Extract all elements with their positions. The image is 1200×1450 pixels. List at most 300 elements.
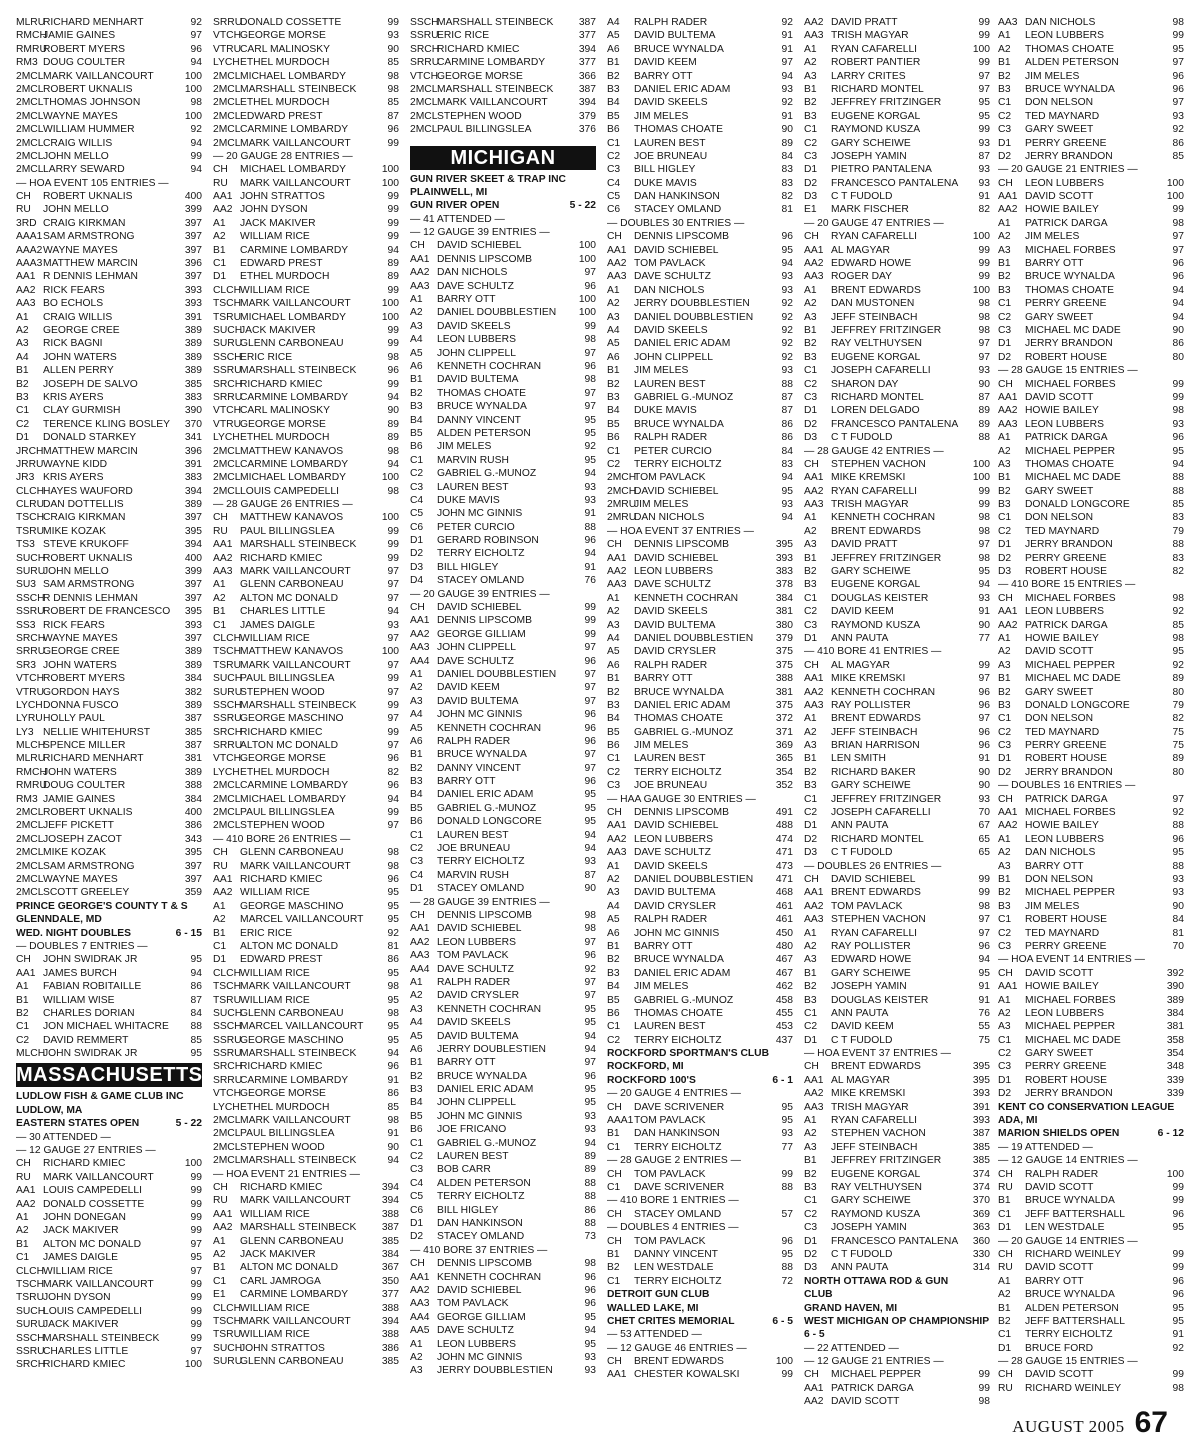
- event-header: — HOA EVENT 14 ENTRIES —: [998, 954, 1145, 966]
- result-row: [16, 163, 202, 176]
- shooter-name: STACEY OMLAND: [437, 883, 525, 895]
- class-code: SUCH: [16, 552, 46, 564]
- result-row: [410, 306, 596, 319]
- class-code: VTCH: [410, 70, 439, 82]
- result-row: [998, 672, 1184, 685]
- shooter-name: EUGENE KORGAL: [831, 579, 921, 591]
- class-code: B2: [607, 1262, 620, 1274]
- result-row: [16, 471, 202, 484]
- shooter-name: DAVID SCOTT: [1025, 1181, 1094, 1193]
- shooter-name: STEPHEN VACHON: [831, 458, 926, 470]
- shooter-name: JOHN WATERS: [43, 766, 117, 778]
- score: 95: [584, 454, 596, 466]
- class-code: VTCH: [213, 753, 242, 765]
- shooter-name: GLENN CARBONEAU: [240, 1007, 344, 1019]
- class-code: A3: [410, 320, 423, 332]
- result-row: [213, 927, 399, 940]
- result-row: [607, 699, 793, 712]
- class-code: A1: [16, 311, 29, 323]
- shooter-name: MICHAEL LOMBARDY: [240, 793, 347, 805]
- result-row: [998, 659, 1184, 672]
- class-code: C3: [998, 1061, 1012, 1073]
- result-row: [213, 1034, 399, 1047]
- result-row: [607, 110, 793, 123]
- event-header: — 12 GAUGE 21 ENTRIES —: [804, 1356, 944, 1368]
- shooter-name: DAVID SCOTT: [1025, 1262, 1094, 1274]
- class-code: 2MCL: [213, 793, 241, 805]
- shooter-name: JOE BRUNEAU: [634, 780, 708, 792]
- score: 96: [387, 1061, 399, 1073]
- shooter-name: ROGER DAY: [831, 271, 893, 283]
- class-code: A5: [607, 646, 620, 658]
- score: 96: [584, 709, 596, 721]
- shooter-name: ERIC RICE: [240, 927, 293, 939]
- shooter-name: JERRY DOUBLESTIEN: [437, 1043, 546, 1055]
- class-code: A1: [410, 294, 423, 306]
- result-row: [213, 619, 399, 632]
- result-row: [998, 404, 1184, 417]
- shooter-name: JERRY DOUBBLESTIEN: [437, 1365, 553, 1377]
- score: 467: [775, 954, 793, 966]
- shooter-name: PAUL BILLINGSLEA: [240, 525, 335, 537]
- score: 95: [781, 244, 793, 256]
- shooter-name: PETER CURCIO: [634, 445, 712, 457]
- class-code: 2MCL: [16, 164, 44, 176]
- result-row: [213, 712, 399, 725]
- result-row: [998, 1074, 1184, 1087]
- class-code: A3: [607, 619, 620, 631]
- result-row: [16, 726, 202, 739]
- shooter-name: SAM ARMSTRONG: [43, 579, 135, 591]
- score: 96: [1172, 833, 1184, 845]
- shooter-name: LAUREN BEST: [634, 137, 706, 149]
- shooter-name: JOHN MC GINNIS: [634, 927, 720, 939]
- result-row: [16, 431, 202, 444]
- score: 88: [584, 1177, 596, 1189]
- score: 388: [381, 1302, 399, 1314]
- class-code: TS3: [16, 539, 35, 551]
- class-code: A2: [804, 298, 817, 310]
- result-row: [804, 552, 990, 565]
- class-code: CLCH: [16, 1265, 45, 1277]
- score: 97: [190, 1345, 202, 1357]
- class-code: A6: [607, 659, 620, 671]
- score: 97: [1172, 231, 1184, 243]
- shooter-name: DAVID SCHIEBEL: [437, 1284, 522, 1296]
- result-row: [410, 56, 596, 69]
- score: 93: [978, 592, 990, 604]
- class-code: 2MCH: [607, 472, 637, 484]
- shooter-name: DENNIS LIPSCOMB: [634, 539, 729, 551]
- result-row: [804, 793, 990, 806]
- result-row: [410, 788, 596, 801]
- shooter-name: CARMINE LOMBARDY: [240, 391, 349, 403]
- score: 98: [387, 860, 399, 872]
- class-code: CH: [804, 659, 819, 671]
- class-code: AA2: [607, 566, 627, 578]
- result-row: [410, 1190, 596, 1203]
- class-code: AA2: [16, 284, 36, 296]
- score: 93: [584, 481, 596, 493]
- shooter-name: DANIEL DOUBBLESTIEN: [634, 632, 754, 644]
- class-code: 2MCL: [213, 1155, 241, 1167]
- score: 99: [978, 887, 990, 899]
- class-code: RM3: [16, 57, 38, 69]
- score: 96: [584, 535, 596, 547]
- result-row: [213, 632, 399, 645]
- score: 370: [184, 418, 202, 430]
- score: 97: [190, 30, 202, 42]
- shooter-name: RICHARD MONTEL: [831, 391, 924, 403]
- class-code: SSCH: [213, 351, 242, 363]
- score: 92: [1172, 807, 1184, 819]
- result-row: [213, 873, 399, 886]
- class-code: AA2: [998, 820, 1018, 832]
- result-row: [607, 873, 793, 886]
- class-code: SU3: [16, 579, 37, 591]
- class-code: C2: [607, 766, 621, 778]
- result-row: [213, 913, 399, 926]
- score: 93: [584, 1351, 596, 1363]
- shooter-name: HOLLY PAUL: [43, 713, 105, 725]
- class-code: A4: [607, 900, 620, 912]
- score: 397: [184, 874, 202, 885]
- class-code: B3: [998, 284, 1011, 296]
- class-code: CH: [998, 1369, 1013, 1381]
- result-row: [16, 29, 202, 42]
- class-code: B2: [804, 766, 817, 778]
- result-row: [213, 1328, 399, 1341]
- result-row: [213, 793, 399, 806]
- result-row: [998, 110, 1184, 123]
- shooter-name: RAY VELTHUYSEN: [831, 1181, 922, 1193]
- result-row: [410, 614, 596, 627]
- result-row: [16, 311, 202, 324]
- result-row: [998, 56, 1184, 69]
- result-row: [16, 244, 202, 257]
- score: 94: [387, 793, 399, 805]
- class-code: A3: [804, 1141, 817, 1153]
- result-row: [16, 351, 202, 364]
- class-code: B2: [410, 1070, 423, 1082]
- class-code: C1: [607, 1021, 621, 1033]
- result-row: [804, 967, 990, 980]
- score: 99: [387, 699, 399, 711]
- shooter-name: RALPH RADER: [437, 976, 511, 988]
- result-row: [998, 123, 1184, 136]
- shooter-name: CARMINE LOMBARDY: [240, 244, 349, 256]
- shooter-name: ROBERT UKNALIS: [43, 807, 133, 819]
- result-row: [410, 454, 596, 467]
- class-code: SRCH: [16, 1359, 46, 1371]
- result-row: [998, 873, 1184, 886]
- class-code: A4: [16, 351, 29, 363]
- shooter-name: RICHARD KMIEC: [43, 1158, 126, 1170]
- shooter-name: JOHN DYSON: [43, 1292, 111, 1304]
- class-code: CH: [410, 1258, 425, 1270]
- shooter-name: JOSEPH CAFARELLI: [831, 365, 931, 377]
- shooter-name: TERRY EICHOLTZ: [437, 1191, 525, 1203]
- shooter-name: BARRY OTT: [437, 1057, 496, 1069]
- result-row: [410, 387, 596, 400]
- result-row: [804, 806, 990, 819]
- result-row: [410, 1284, 596, 1297]
- shooter-name: FRANCESCO PANTALENA: [831, 177, 959, 189]
- score: 85: [1172, 499, 1184, 511]
- class-code: TSCH: [16, 512, 45, 524]
- shooter-name: ROBERT HOUSE: [1025, 1074, 1108, 1086]
- score: 375: [775, 659, 793, 671]
- result-row: [998, 1007, 1184, 1020]
- class-code: B5: [410, 802, 423, 814]
- class-code: CH: [998, 1168, 1013, 1180]
- class-code: A1: [607, 284, 620, 296]
- shooter-name: DONALD COSSETTE: [43, 1198, 145, 1210]
- result-row: [998, 217, 1184, 230]
- score: 75: [1172, 740, 1184, 752]
- result-row: [16, 552, 202, 565]
- result-row: [213, 177, 399, 190]
- result-row: [804, 56, 990, 69]
- score: 92: [781, 97, 793, 109]
- shooter-name: ETHEL MURDOCH: [240, 271, 330, 283]
- shooter-name: RICHARD KMIEC: [240, 378, 323, 390]
- shooter-name: MICHAEL MC DADE: [1025, 673, 1121, 685]
- shooter-name: GARY SWEET: [1025, 311, 1094, 323]
- shooter-name: JEFFREY FRITZINGER: [831, 552, 942, 564]
- result-row: [16, 967, 202, 980]
- score: 98: [978, 298, 990, 310]
- score: 94: [1172, 458, 1184, 470]
- class-code: C2: [607, 150, 621, 162]
- class-code: A6: [607, 927, 620, 939]
- shooter-name: TOM PAVLACK: [634, 258, 706, 270]
- shooter-name: MARK VAILLANCOURT: [240, 298, 351, 310]
- result-row: [213, 1007, 399, 1020]
- result-row: [410, 123, 596, 136]
- shooter-name: GEORGE GILLIAM: [437, 628, 526, 640]
- class-code: A3: [804, 954, 817, 966]
- shooter-name: BRENT EDWARDS: [831, 887, 921, 899]
- result-row: [213, 1194, 399, 1207]
- score: 94: [781, 512, 793, 524]
- shooter-name: JOE BRUNEAU: [634, 150, 708, 162]
- class-code: A3: [607, 311, 620, 323]
- class-code: SRCH: [16, 632, 46, 644]
- shooter-name: DAVID SCHIEBEL: [437, 602, 522, 614]
- shooter-name: DONALD LONGCORE: [1025, 699, 1130, 711]
- shooter-name: MARSHALL STEINBECK: [240, 699, 357, 711]
- score: 91: [781, 110, 793, 122]
- result-row: [213, 1355, 399, 1368]
- shooter-name: DAVID KEEM: [437, 682, 500, 694]
- shooter-name: MICHAEL FORBES: [1025, 244, 1116, 256]
- shooter-name: CRAIG WILLIS: [43, 311, 113, 323]
- shooter-name: BRUCE WYNALDA: [634, 43, 724, 55]
- shooter-name: WILLIAM RICE: [240, 632, 310, 644]
- result-row: [16, 752, 202, 765]
- class-code: B6: [607, 124, 620, 136]
- shooter-name: DON NELSON: [1025, 874, 1094, 885]
- result-row: [607, 752, 793, 765]
- score: 99: [190, 1185, 202, 1197]
- score: 80: [1172, 686, 1184, 698]
- class-code: RMCH: [16, 766, 47, 778]
- shooter-name: C T FUDOLD: [831, 432, 893, 444]
- shooter-name: RICK FEARS: [43, 619, 105, 631]
- class-code: 2MCL: [16, 97, 44, 109]
- score: 89: [387, 271, 399, 283]
- score: 387: [578, 17, 596, 28]
- shooter-name: LEON LUBBERS: [1025, 177, 1104, 189]
- class-code: A3: [804, 740, 817, 752]
- shooter-name: DAVE SCHULTZ: [634, 271, 711, 283]
- score: 100: [578, 294, 596, 306]
- class-code: AA1: [804, 673, 824, 685]
- shooter-name: ALTON MC DONALD: [43, 1238, 142, 1250]
- result-row: [804, 953, 990, 966]
- class-code: 2MCH: [607, 485, 637, 497]
- score: 99: [190, 1198, 202, 1210]
- class-code: A3: [998, 244, 1011, 256]
- score: 97: [387, 566, 399, 578]
- event-header: — 20 GAUGE 28 ENTRIES —: [213, 150, 353, 162]
- result-row: [16, 886, 202, 899]
- shooter-name: GEORGE GILLIAM: [437, 1311, 526, 1323]
- score: 343: [184, 833, 202, 845]
- score: 96: [584, 655, 596, 667]
- shooter-name: THOMAS CHOATE: [1025, 43, 1115, 55]
- result-row: [410, 1338, 596, 1351]
- score: 95: [584, 802, 596, 814]
- class-code: A2: [804, 57, 817, 69]
- score: 385: [184, 726, 202, 738]
- result-row: [410, 722, 596, 735]
- score: 95: [584, 427, 596, 439]
- result-row: [804, 471, 990, 484]
- shooter-name: JACK MAKIVER: [240, 1248, 316, 1260]
- club-info: GRAND HAVEN, MI: [804, 1302, 898, 1314]
- score: 92: [781, 298, 793, 310]
- score: 330: [972, 1248, 990, 1260]
- result-row: [213, 311, 399, 324]
- score: 384: [1166, 1007, 1184, 1019]
- shooter-name: GABRIEL G.-MUNOZ: [437, 1137, 537, 1149]
- shooter-name: STEPHEN WOOD: [240, 820, 325, 832]
- shooter-name: PERRY GREENE: [1025, 552, 1107, 564]
- shooter-name: TERRY EICHOLTZ: [634, 1034, 722, 1046]
- score: 359: [184, 887, 202, 899]
- shooter-name: DON NELSON: [1025, 97, 1094, 109]
- shooter-name: DON NELSON: [1025, 713, 1094, 725]
- shooter-name: BILL HIGLEY: [634, 164, 696, 176]
- class-code: VTCH: [213, 1088, 242, 1100]
- shooter-name: TED MAYNARD: [1025, 927, 1100, 939]
- shooter-name: DAVID SCHIEBEL: [634, 485, 719, 497]
- result-row: [998, 177, 1184, 190]
- shooter-name: JIM MELES: [1025, 231, 1080, 243]
- class-code: B4: [607, 713, 620, 725]
- score: 89: [781, 137, 793, 149]
- class-code: A1: [998, 833, 1011, 845]
- class-code: AA3: [804, 914, 824, 926]
- shooter-name: RAY VELTHUYSEN: [831, 338, 922, 350]
- result-row: [804, 70, 990, 83]
- shooter-name: MICHAEL FORBES: [1025, 592, 1116, 604]
- result-row: [16, 404, 202, 417]
- class-code: RMCH: [16, 30, 47, 42]
- shooter-name: CHARLES DORIAN: [43, 1007, 135, 1019]
- score: 350: [381, 1275, 399, 1287]
- class-code: C2: [804, 1208, 818, 1220]
- result-row: [998, 1382, 1184, 1395]
- score: 488: [775, 820, 793, 832]
- class-code: A2: [804, 525, 817, 537]
- shooter-name: DANIEL DOUBBLESTIEN: [634, 874, 754, 885]
- result-row: [16, 190, 202, 203]
- class-code: 2MCL: [213, 1115, 241, 1127]
- class-code: C4: [410, 1177, 424, 1189]
- class-code: A2: [998, 646, 1011, 658]
- shooter-name: MARK VAILLANCOURT: [240, 1315, 351, 1327]
- result-row: [804, 1007, 990, 1020]
- result-row: [410, 655, 596, 668]
- class-code: SUCH: [213, 1342, 243, 1354]
- result-row: [804, 886, 990, 899]
- shooter-name: RYAN CAFARELLI: [831, 1115, 918, 1127]
- class-code: B3: [410, 776, 423, 788]
- shooter-name: MICHAEL MC DADE: [1025, 324, 1121, 336]
- shooter-name: RICHARD KMIEC: [240, 726, 323, 738]
- score: 388: [775, 673, 793, 685]
- result-row: [213, 270, 399, 283]
- result-row: [607, 324, 793, 337]
- shooter-name: DAVID SKEELS: [437, 1017, 511, 1029]
- result-row: [410, 1137, 596, 1150]
- score: 381: [184, 753, 202, 765]
- shooter-name: KENNETH COCHRAN: [437, 1271, 542, 1283]
- shooter-name: JEFFREY FRITZINGER: [831, 97, 942, 109]
- class-code: AA3: [998, 17, 1018, 28]
- shooter-name: BARRY OTT: [1025, 258, 1084, 270]
- shooter-name: BRUCE WYNALDA: [634, 954, 724, 966]
- shooter-name: CARL MALINOSKY: [240, 43, 331, 55]
- class-code: B1: [998, 874, 1011, 885]
- result-row: [804, 1261, 990, 1274]
- score: 95: [1172, 1315, 1184, 1327]
- shooter-name: LEON LUBBERS: [634, 833, 713, 845]
- shooter-name: CARL JAMROGA: [240, 1275, 321, 1287]
- class-code: B4: [607, 97, 620, 109]
- result-row: [213, 605, 399, 618]
- result-row: [16, 270, 202, 283]
- result-row: [213, 431, 399, 444]
- shooter-name: STEVE KRUKOFF: [43, 539, 129, 551]
- score: 99: [190, 1332, 202, 1344]
- shooter-name: THOMAS CHOATE: [437, 387, 527, 399]
- score: 388: [184, 780, 202, 792]
- shooter-name: MICHAEL LOMBARDY: [240, 164, 347, 176]
- result-row: [998, 833, 1184, 846]
- result-row: [804, 297, 990, 310]
- score: 99: [1172, 1181, 1184, 1193]
- score: 379: [578, 110, 596, 122]
- class-code: AA2: [213, 887, 233, 899]
- score: 85: [387, 57, 399, 69]
- result-row: [998, 565, 1184, 578]
- shooter-name: MIKE KOZAK: [43, 847, 106, 859]
- class-code: AA3: [410, 642, 430, 654]
